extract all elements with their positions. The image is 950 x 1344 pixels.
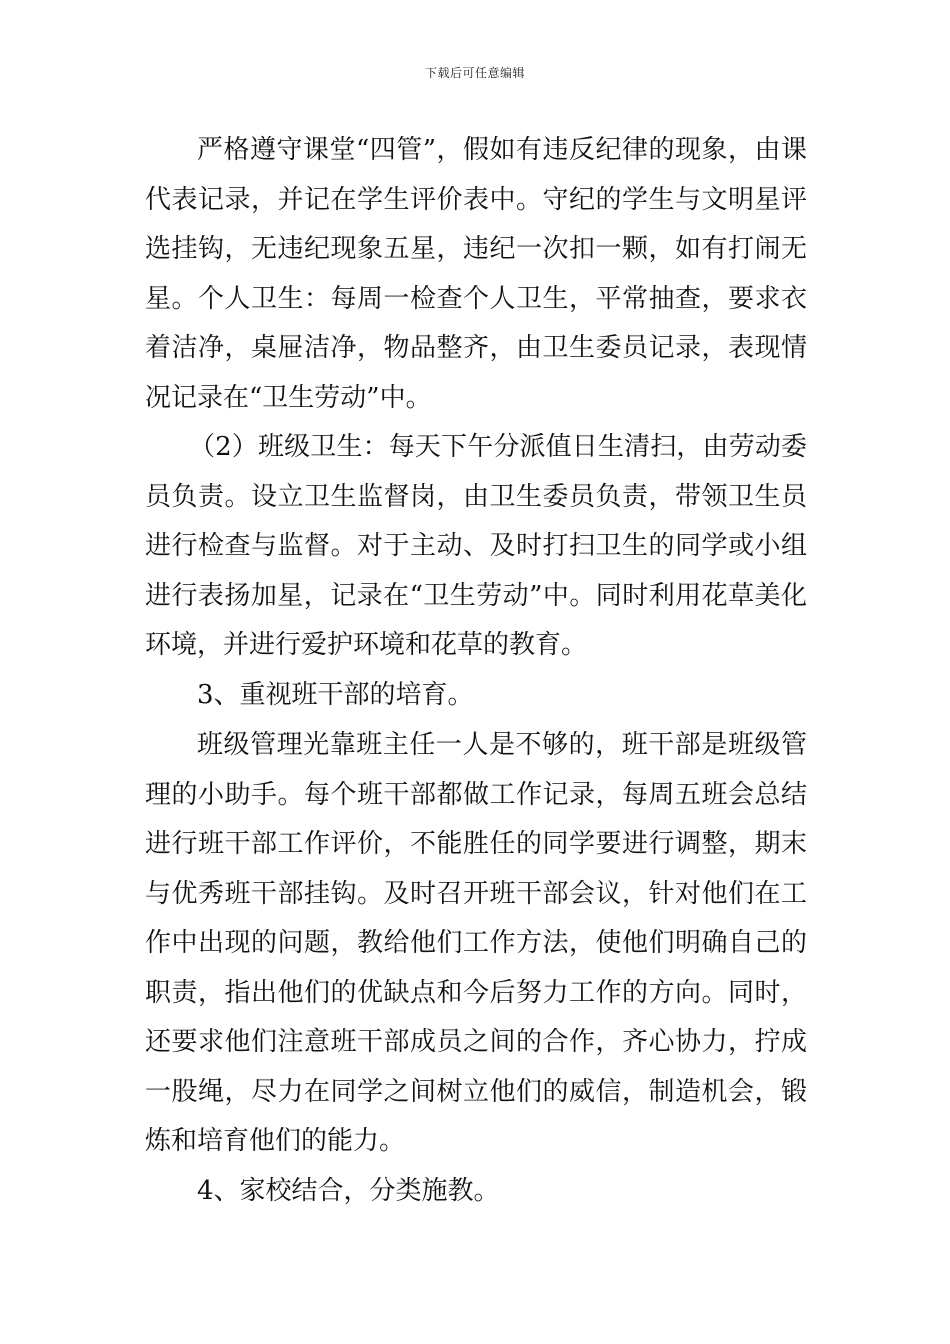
paragraph-discipline-hygiene: 严格遵守课堂“四管”，假如有违反纪律的现象，由课代表记录，并记在学生评价表中。守纪的学生与文明星评选挂钩，无违纪现象五星，违纪一次扣一颗，如有打闹无星。个人卫生：每周一检查个人卫生，平常抽查，要求衣着洁净，桌屉洁净，物品整齐，由卫生委员记录，表现情况记录在“卫生劳动”中。: [145, 135, 807, 413]
paragraph-class-hygiene: （2）班级卫生：每天下午分派值日生清扫，由劳动委员负责。设立卫生监督岗，由卫生委员负责，带领卫生员进行检查与监督。对于主动、及时打扫卫生的同学或小组进行表扬加星，记录在“卫生劳动”中。同时利用花草美化环境，并进行爱护环境和花草的教育。: [145, 432, 807, 660]
section-heading-home-school: 4、家校结合，分类施教。: [197, 1175, 500, 1206]
section-heading-class-cadres: 3、重视班干部的培育。: [197, 679, 474, 710]
paragraph-class-cadres: 班级管理光靠班主任一人是不够的，班干部是班级管理的小助手。每个班干部都做工作记录，每周五班会总结进行班干部工作评价，不能胜任的同学要进行调整，期末与优秀班干部挂钩。及时召开班干部会议，针对他们在工作中出现的问题，教给他们工作方法，使他们明确自己的职责，指出他们的优缺点和今后努力工作的方向。同时，还要求他们注意班干部成员之间的合作，齐心协力，拧成一股绳，尽力在同学之间树立他们的威信，制造机会，锻炼和培育他们的能力。: [145, 730, 807, 1156]
page-header: 下载后可任意编辑: [424, 66, 525, 80]
document-body: [145, 126, 807, 1217]
